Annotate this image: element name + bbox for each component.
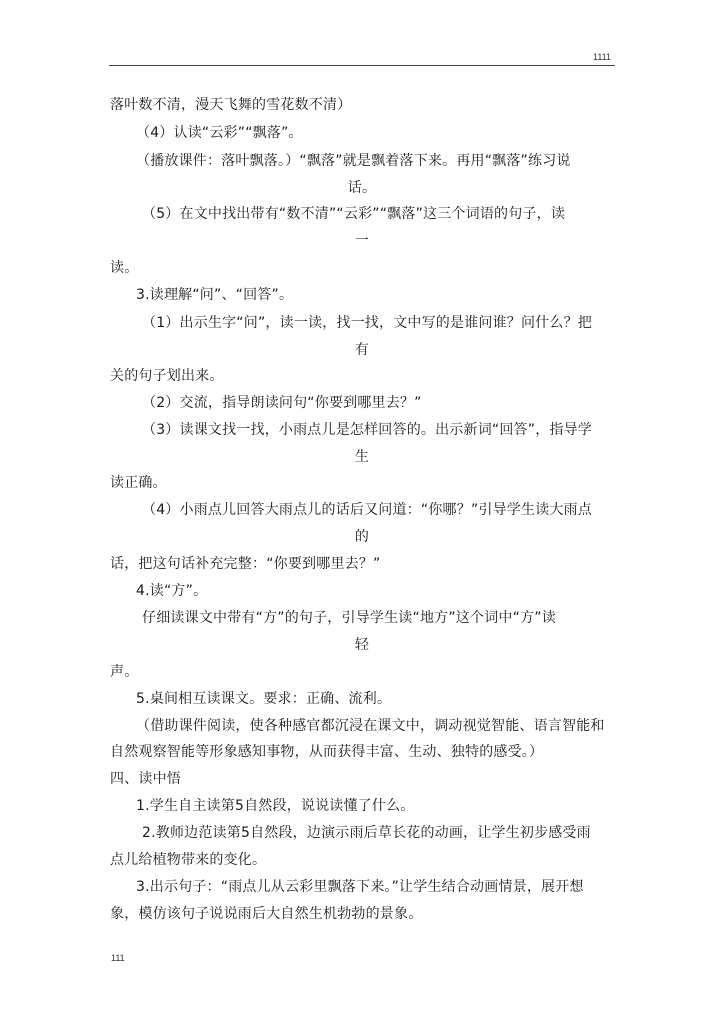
text-line: 生	[354, 449, 370, 465]
text-line: （3）读课文找一找，小雨点儿是怎样回答的。出示新词“回答”，指导学	[142, 422, 593, 438]
text-line: 有	[354, 342, 370, 358]
text-line: 4.读“方”。	[136, 583, 208, 599]
text-line: 话，把这句话补充完整：“你要到哪里去？”	[110, 556, 381, 572]
text-line: 仔细读课文中带有“方”的句子，引导学生读“地方”这个词中“方”读	[142, 610, 556, 626]
text-line: 读。	[110, 260, 139, 276]
text-line: 轻	[354, 637, 370, 653]
text-line: （5）在文中找出带有“数不清”“云彩”“飘落”这三个词语的句子，读	[142, 206, 566, 222]
page-footer-number: 111	[111, 953, 125, 963]
text-line: 自然观察智能等形象感知事物，从而获得丰富、生动、独特的感受。）	[110, 744, 544, 760]
text-line: （4）认读“云彩”“飘落”。	[136, 125, 303, 141]
text-line: （播放课件：落叶飘落。）“飘落”就是飘着落下来。再用“飘落”练习说	[136, 153, 571, 169]
text-line: 的	[354, 529, 370, 545]
text-line: 象，模仿该句子说说雨后大自然生机勃勃的景象。	[110, 906, 423, 922]
text-line: 5.桌间相互读课文。要求：正确、流利。	[136, 691, 392, 707]
page-header-number: 1111	[593, 52, 612, 62]
text-line: 3.出示句子：“雨点儿从云彩里飘落下来。”让学生结合动画情景，展开想	[136, 879, 584, 895]
text-line: 话。	[347, 180, 377, 196]
text-line: 3.读理解“问”、“回答”。	[136, 287, 294, 303]
text-line: 点儿给植物带来的变化。	[110, 852, 267, 868]
text-line: 一	[354, 233, 370, 249]
text-line: 1.学生自主读第5自然段，说说读懂了什么。	[136, 798, 415, 814]
header-rule	[109, 65, 615, 66]
text-line: 声。	[110, 664, 139, 680]
text-line: （1）出示生字“问”，读一读，找一找，文中写的是谁问谁？问什么？把	[142, 315, 593, 331]
text-line: （借助课件阅读，使各种感官都沉浸在课文中，调动视觉智能、语言智能和	[136, 718, 605, 734]
text-line: （2）交流，指导朗读问句“你要到哪里去？”	[142, 395, 422, 411]
text-line: 四、读中悟	[110, 771, 181, 787]
text-line: 关的句子划出来。	[110, 368, 224, 384]
text-line: 落叶数不清，漫天飞舞的雪花数不清）	[110, 97, 352, 113]
text-line: 读正确。	[110, 475, 167, 491]
text-line: （4）小雨点儿回答大雨点儿的话后又问道：“你哪？”引导学生读大雨点	[142, 502, 593, 518]
text-line: 2.教师边范读第5自然段，边演示雨后草长花的动画，让学生初步感受雨	[142, 825, 591, 841]
